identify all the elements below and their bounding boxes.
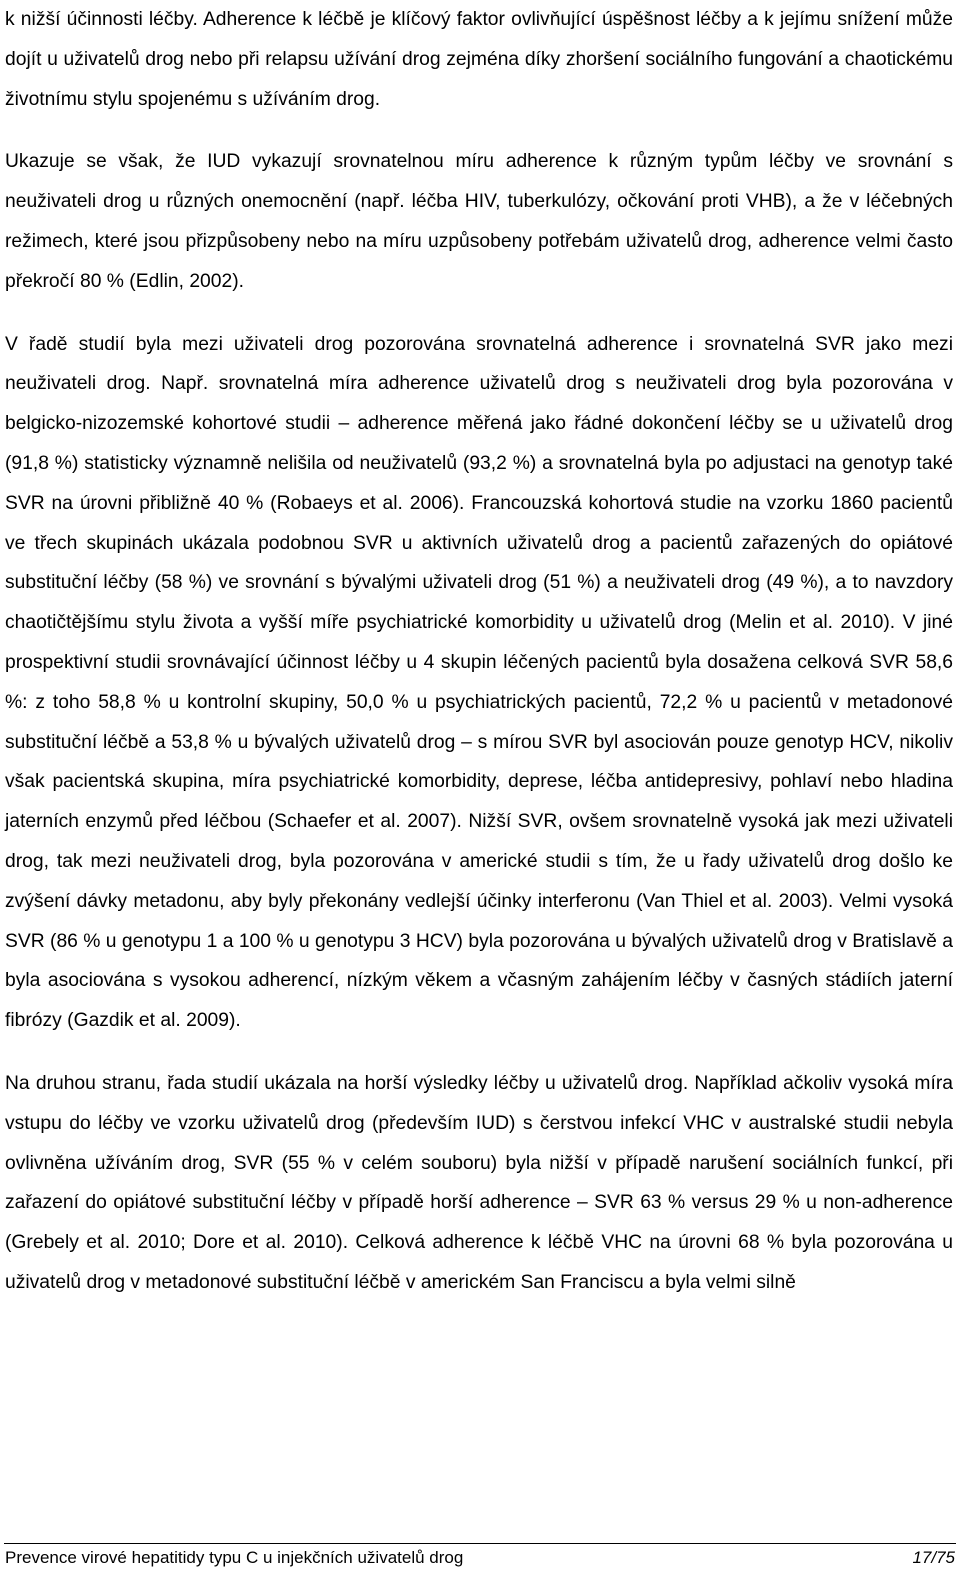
paragraph-worse-outcomes: Na druhou stranu, řada studií ukázala na horší výsledky léčby u uživatelů drog. Například ačkoliv vysoká míra vstupu do léčby ve vzorku uživatelů drog (především IUD) s čerstvou infekcí VHC v australské studii nebyla ovlivněna užíváním drog, SVR (55 % v celém souboru) byla nižší v případě narušení sociálních funkcí, při zařazení do opiátové substituční léčby v případě horší adherence – SVR 63 % versus 29 % u non-adherence (Grebely et al. 2010; Dore et al. 2010). Celková adherence k léčbě VHC na úrovni 68 % byla pozorována u uživatelů drog v metadonové substituční léčbě v americkém San Franciscu a byla velmi silně (5, 1072, 953, 1293)
paragraph-adherence-intro: k nižší účinnosti léčby. Adherence k léčbě je klíčový faktor ovlivňující úspěšnost léčby a k jejímu snížení může dojít u uživatelů drog nebo při relapsu užívání drog zejména díky zhoršení sociálního fungování a chaotickému životnímu stylu spojenému s užíváním drog. (5, 9, 953, 110)
page-footer (5, 1546, 955, 1570)
paragraph-iud-adherence: Ukazuje se však, že IUD vykazují srovnatelnou míru adherence k různým typům léčby ve srovnání s neuživateli drog u různých onemocnění (např. léčba HIV, tuberkulózy, očkování proti VHB), a že v léčebných režimech, které jsou přizpůsobeny nebo na míru uzpůsobeny potřebám uživatelů drog, adherence velmi často překročí 80 % (Edlin, 2002). (5, 151, 953, 292)
body-text (5, 0, 953, 1303)
footer-title: Prevence virové hepatitidy typu C u injekčních uživatelů drog (5, 1548, 464, 1567)
paragraph-studies-svr: V řadě studií byla mezi uživateli drog pozorována srovnatelná adherence i srovnatelná SVR jako mezi neuživateli drog. Např. srovnatelná míra adherence uživatelů drog s neuživateli drog byla pozorována v belgicko-nizozemské kohortové studii – adherence měřená jako řádné dokončení léčby se u uživatelů drog (91,8 %) statisticky významně nelišila od neuživatelů (93,2 %) a srovnatelná byla po adjustaci na genotyp také SVR na úrovni přibližně 40 % (Robaeys et al. 2006). Francouzská kohortová studie na vzorku 1860 pacientů ve třech skupinách ukázala podobnou SVR u aktivních uživatelů drog a pacientů zařazených do opiátové substituční léčby (58 %) ve srovnání s bývalými uživateli drog (51 %) a neuživateli drog (49 %), a to navzdory chaotičtějšímu stylu života a vyšší míře psychiatrické komorbidity u uživatelů drog (Melin et al. 2010). V jiné prospektivní studii srovnávající účinnost léčby u 4 skupin léčených pacientů byla dosažena celková SVR 58,6 %: z toho 58,8 % u kontrolní skupiny, 50,0 % u psychiatrických pacientů, 72,2 % u pacientů v metadonové substituční léčbě a 53,8 % u bývalých uživatelů drog – s mírou SVR byl asociován pouze genotyp HCV, nikoliv však pacientská skupina, míra psychiatrické komorbidity, deprese, léčba antidepresivy, pohlaví nebo hladina jaterních enzymů před léčbou (Schaefer et al. 2007). Nižší SVR, ovšem srovnatelně vysoká jak mezi uživateli drog, tak mezi neuživateli drog, byla pozorována v americké studii s tím, že u řady uživatelů drog došlo ke zvýšení dávky metadonu, aby byly překonány vedlejší účinky interferonu (Van Thiel et al. 2003). Velmi vysoká SVR (86 % u genotypu 1 a 100 % u genotypu 3 HCV) byla pozorována u bývalých uživatelů drog v Bratislavě a byla asociována s vysokou adherencí, nízkým věkem a včasným zahájením léčby v časných stádiích jaterní fibrózy (Gazdik et al. 2009). (5, 333, 953, 1032)
page-number: 17/75 (912, 1548, 955, 1567)
footer-divider (4, 1543, 956, 1544)
